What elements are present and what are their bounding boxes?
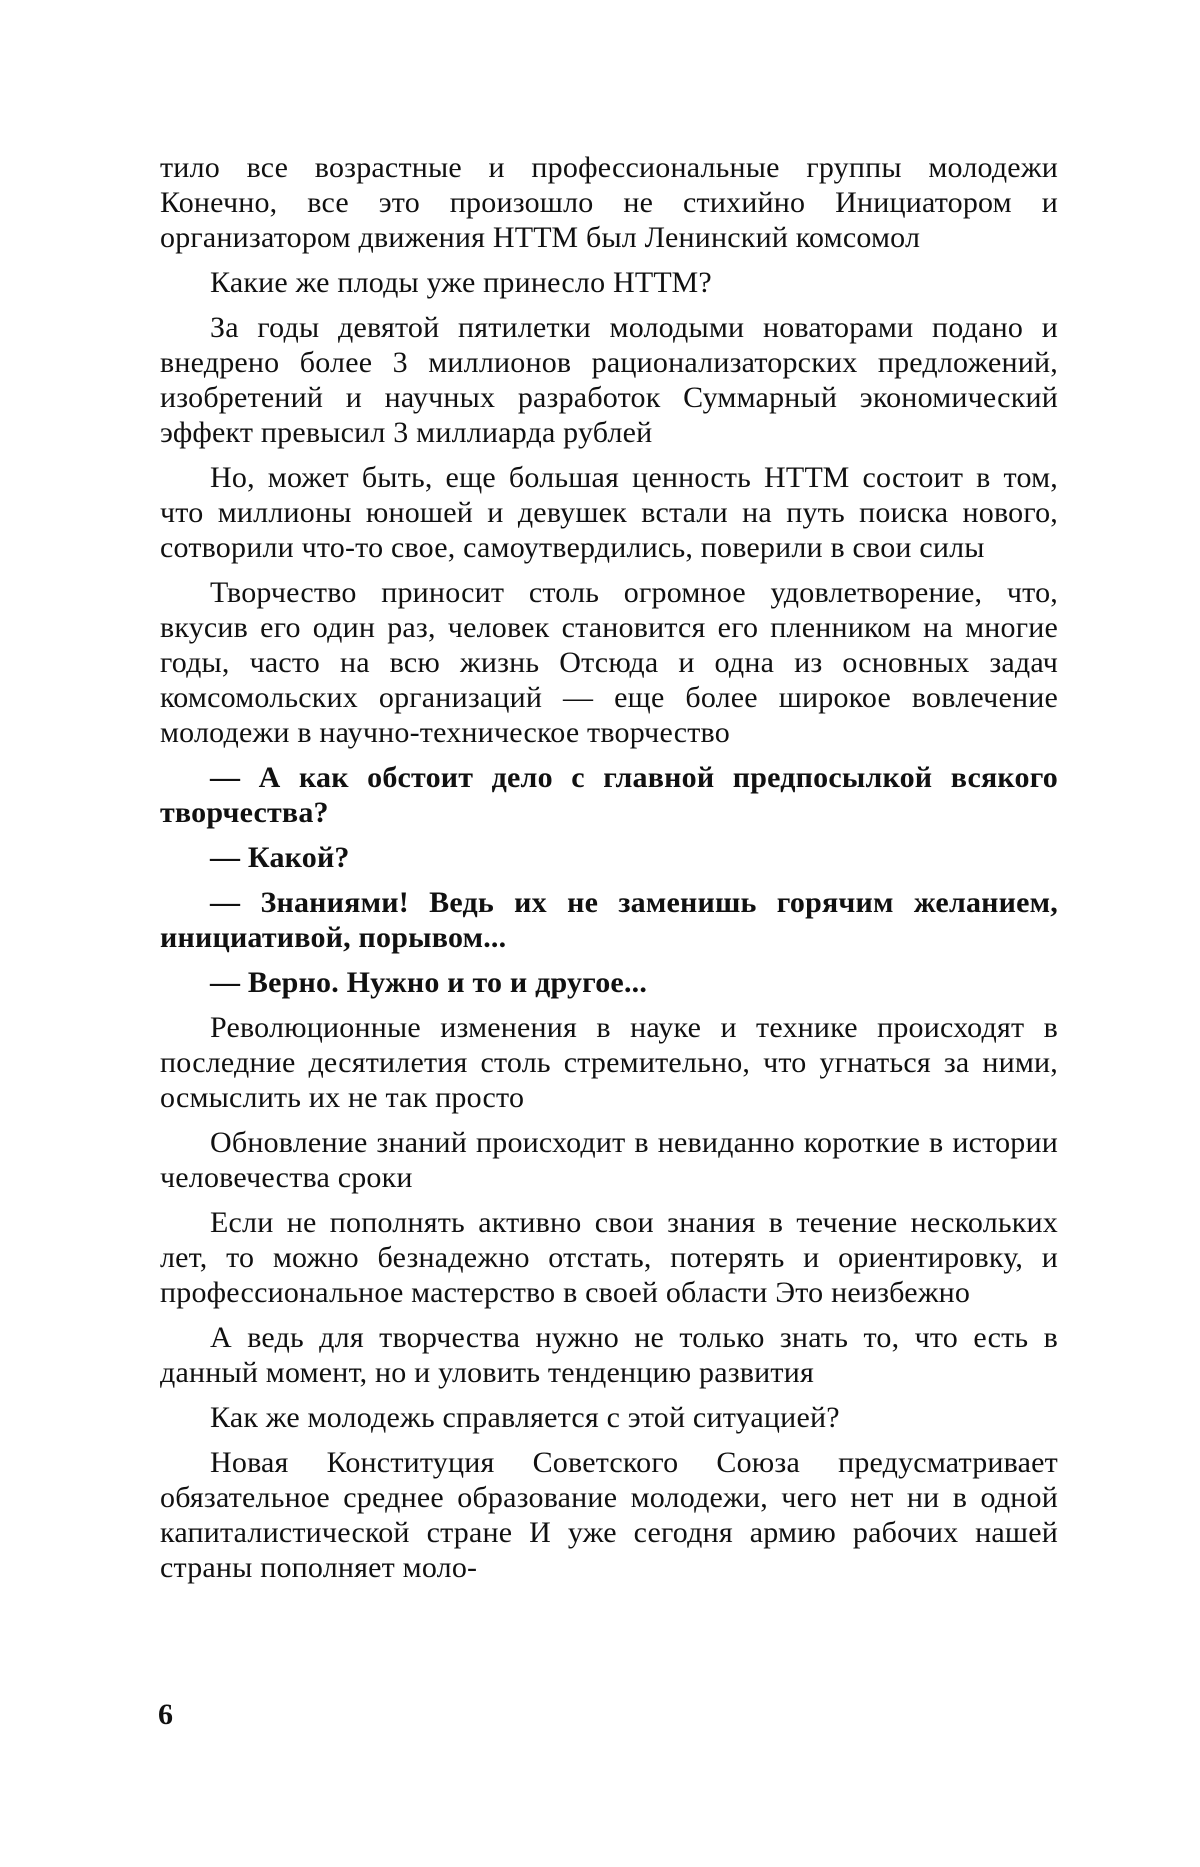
main-text [160,150,1058,1595]
dialogue-line: — Знаниями! Ведь их не заменишь горячим желанием, инициативой, порывом... [160,886,1058,954]
paragraph: Как же молодежь справляется с этой ситуацией? [210,1401,840,1434]
paragraph: Новая Конституция Советского Союза предусматривает обязательное среднее образование молодежи, чего нет ни в одной капиталистической стране И уже сегодня армию рабочих нашей страны пополняет моло- [160,1446,1058,1584]
paragraph: Какие же плоды уже принесло НТТМ? [210,266,712,299]
dialogue-line: — А как обстоит дело с главной предпосылкой всякого творчества? [160,761,1058,829]
paragraph: Обновление знаний происходит в невиданно короткие в истории человечества сроки [160,1126,1058,1194]
paragraph: Если не пополнять активно свои знания в течение нескольких лет, то можно безнадежно отстать, потерять и ориентировку, и профессиональное мастерство в своей области Это неизбежно [160,1206,1058,1309]
paragraph: Революционные изменения в науке и технике происходят в последние десятилетия столь стремительно, что угнаться за ними, осмыслить их не так просто [160,1011,1058,1114]
paragraph: тило все возрастные и профессиональные группы молодежи Конечно, все это произошло не стихийно Инициатором и организатором движения НТТМ был Ленинский комсомол [160,151,1058,254]
dialogue-line: — Верно. Нужно и то и другое... [210,966,648,999]
paragraph: За годы девятой пятилетки молодыми новаторами подано и внедрено более 3 миллионов рационализаторских предложений, изобретений и научных разработок Суммарный экономический эффект превысил 3 миллиарда рублей [160,311,1058,449]
page-number: 6 [158,1698,173,1731]
dialogue-line: — Какой? [210,841,350,874]
paragraph: Но, может быть, еще большая ценность НТТМ состоит в том, что миллионы юношей и девушек встали на путь поиска нового, сотворили что-то свое, самоутвердились, поверили в свои силы [160,461,1058,564]
paragraph: А ведь для творчества нужно не только знать то, что есть в данный момент, но и уловить тенденцию развития [160,1321,1058,1389]
paragraph: Творчество приносит столь огромное удовлетворение, что, вкусив его один раз, человек становится его пленником на многие годы, часто на всю жизнь Отсюда и одна из основных задач комсомольских организаций — еще более широкое вовлечение молодежи в научно-техническое творчество [160,576,1058,749]
